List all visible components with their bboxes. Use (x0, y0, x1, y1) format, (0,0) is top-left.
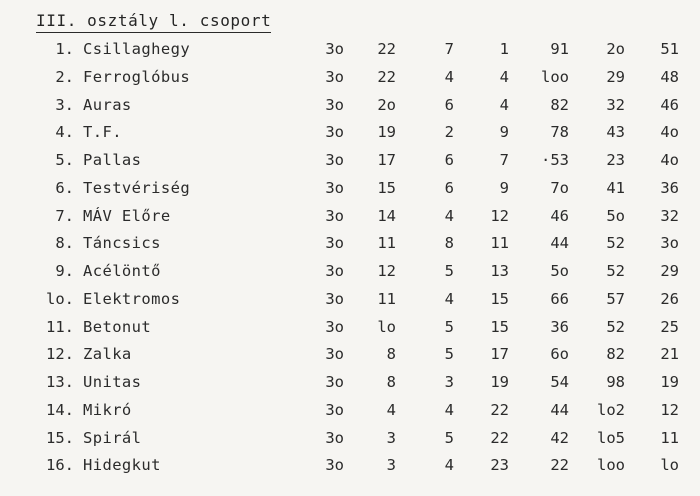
table-row (0, 261, 700, 281)
stat-cell: 8 (386, 373, 396, 391)
rank-cell: 8. (55, 234, 74, 253)
stat-cell: 4 (499, 95, 509, 114)
stat-cell: 11 (377, 289, 396, 308)
rank-cell: 3. (55, 95, 74, 114)
table-row (0, 317, 700, 337)
stat-cell: 3o (325, 40, 344, 58)
stat-cell: 13 (490, 262, 509, 280)
team-name-cell: Ferroglóbus (83, 67, 191, 86)
stat-cell: 3o (325, 151, 344, 169)
stat-cell: ·53 (541, 151, 569, 169)
stat-cell: 5 (444, 262, 454, 280)
table-row (0, 67, 700, 87)
table-row (0, 400, 700, 420)
stat-cell: 3o (325, 428, 344, 447)
team-name-cell: Táncsics (83, 234, 161, 253)
stat-cell: 7 (499, 151, 509, 169)
stat-cell: 29 (660, 262, 679, 280)
stat-cell: 19 (660, 373, 679, 391)
stat-cell: 25 (660, 317, 679, 336)
stat-cell: 52 (606, 234, 625, 253)
stat-cell: 4 (499, 67, 509, 86)
team-name-cell: Betonut (83, 317, 152, 336)
stat-cell: 4 (444, 400, 454, 419)
stat-cell: 36 (660, 178, 679, 197)
stat-cell: 4 (444, 67, 454, 86)
stat-cell: 3 (386, 428, 396, 447)
stat-cell: 54 (550, 373, 569, 391)
stat-cell: 3o (325, 456, 344, 475)
team-name-cell: T.F. (83, 123, 122, 142)
stat-cell: 4 (444, 456, 454, 475)
stat-cell: 3o (660, 234, 679, 253)
stat-cell: 42 (550, 428, 569, 447)
stat-cell: 3o (325, 95, 344, 114)
stat-cell: 12 (377, 262, 396, 280)
stat-cell: 3o (325, 317, 344, 336)
stat-cell: 3o (325, 400, 344, 419)
table-row (0, 372, 700, 392)
stat-cell: 22 (377, 67, 396, 86)
table-row (0, 455, 700, 475)
stat-cell: 17 (490, 345, 509, 364)
table-row (0, 344, 700, 364)
stat-cell: 46 (660, 95, 679, 114)
stat-cell: 4o (660, 151, 679, 169)
rank-cell: 9. (55, 262, 74, 280)
stat-cell: 3o (325, 373, 344, 391)
table-row (0, 233, 700, 253)
stat-cell: 5 (444, 428, 454, 447)
team-name-cell: Auras (83, 95, 132, 114)
stat-cell: 6 (444, 151, 454, 169)
stat-cell: 6 (444, 178, 454, 197)
stat-cell: 52 (606, 317, 625, 336)
stat-cell: lo (660, 456, 679, 475)
rank-cell: 14. (46, 400, 74, 419)
stat-cell: 15 (490, 289, 509, 308)
stat-cell: 3 (444, 373, 454, 391)
stat-cell: 22 (490, 428, 509, 447)
stat-cell: 7o (550, 178, 569, 197)
stat-cell: 52 (606, 262, 625, 280)
team-name-cell: Elektromos (83, 289, 181, 308)
stat-cell: 3o (325, 178, 344, 197)
stat-cell: loo (541, 67, 569, 86)
team-name-cell: Csillaghegy (83, 40, 191, 58)
stat-cell: 44 (550, 400, 569, 419)
stat-cell: 4 (444, 206, 454, 225)
stat-cell: 51 (660, 40, 679, 58)
table-row (0, 428, 700, 448)
stat-cell: 5o (606, 206, 625, 225)
stat-cell: 5o (550, 262, 569, 280)
stat-cell: 15 (490, 317, 509, 336)
table-row (0, 95, 700, 115)
rank-cell: 12. (46, 345, 74, 364)
stat-cell: 11 (377, 234, 396, 253)
stat-cell: 23 (490, 456, 509, 475)
stat-cell: 6o (550, 345, 569, 364)
stat-cell: 66 (550, 289, 569, 308)
stat-cell: 8 (444, 234, 454, 253)
stat-cell: 78 (550, 123, 569, 142)
stat-cell: 19 (490, 373, 509, 391)
stat-cell: 8 (386, 345, 396, 364)
table-row (0, 178, 700, 198)
stat-cell: 91 (550, 40, 569, 58)
stat-cell: 17 (377, 151, 396, 169)
stat-cell: 26 (660, 289, 679, 308)
section-heading: III. osztály l. csoport (36, 11, 271, 33)
team-name-cell: Unitas (83, 373, 142, 391)
stat-cell: 6 (444, 95, 454, 114)
team-name-cell: Mikró (83, 400, 132, 419)
rank-cell: 2. (55, 67, 74, 86)
stat-cell: lo2 (597, 400, 625, 419)
rank-cell: 7. (55, 206, 74, 225)
stat-cell: 82 (550, 95, 569, 114)
rank-cell: 5. (55, 151, 74, 169)
stat-cell: lo (377, 317, 396, 336)
stat-cell: 46 (550, 206, 569, 225)
rank-cell: 6. (55, 178, 74, 197)
stat-cell: 14 (377, 206, 396, 225)
stat-cell: 9 (499, 123, 509, 142)
rank-cell: 4. (55, 123, 74, 142)
team-name-cell: MÁV Előre (83, 206, 171, 225)
stat-cell: 15 (377, 178, 396, 197)
stat-cell: 9 (499, 178, 509, 197)
stat-cell: 12 (660, 400, 679, 419)
stat-cell: 3o (325, 206, 344, 225)
rank-cell: 1. (55, 40, 74, 58)
stat-cell: 98 (606, 373, 625, 391)
stat-cell: 11 (490, 234, 509, 253)
stat-cell: loo (597, 456, 625, 475)
table-row (0, 289, 700, 309)
team-name-cell: Testvériség (83, 178, 191, 197)
stat-cell: 41 (606, 178, 625, 197)
stat-cell: 5 (444, 345, 454, 364)
rank-cell: 11. (46, 317, 74, 336)
stat-cell: 36 (550, 317, 569, 336)
table-row (0, 206, 700, 226)
stat-cell: 12 (490, 206, 509, 225)
table-row (0, 150, 700, 170)
stat-cell: 19 (377, 123, 396, 142)
team-name-cell: Acélöntő (83, 262, 161, 280)
table-row (0, 122, 700, 142)
stat-cell: 2 (444, 123, 454, 142)
stat-cell: 3o (325, 67, 344, 86)
rank-cell: 13. (46, 373, 74, 391)
stat-cell: 2o (606, 40, 625, 58)
stat-cell: 3o (325, 289, 344, 308)
table-row (0, 39, 700, 59)
stat-cell: 32 (660, 206, 679, 225)
stat-cell: 21 (660, 345, 679, 364)
stat-cell: 44 (550, 234, 569, 253)
rank-cell: 16. (46, 456, 74, 475)
stat-cell: 3o (325, 262, 344, 280)
team-name-cell: Hidegkut (83, 456, 161, 475)
stat-cell: 3o (325, 123, 344, 142)
team-name-cell: Pallas (83, 151, 142, 169)
stat-cell: 23 (606, 151, 625, 169)
stat-cell: 3 (386, 456, 396, 475)
stat-cell: 29 (606, 67, 625, 86)
stat-cell: 2o (377, 95, 396, 114)
rank-cell: lo. (46, 289, 74, 308)
stat-cell: 32 (606, 95, 625, 114)
stat-cell: 1 (499, 40, 509, 58)
stat-cell: 43 (606, 123, 625, 142)
stat-cell: 22 (490, 400, 509, 419)
stat-cell: 82 (606, 345, 625, 364)
team-name-cell: Spirál (83, 428, 142, 447)
stat-cell: 22 (550, 456, 569, 475)
stat-cell: 22 (377, 40, 396, 58)
stat-cell: 7 (444, 40, 454, 58)
stat-cell: 11 (660, 428, 679, 447)
stat-cell: 4 (444, 289, 454, 308)
stat-cell: 57 (606, 289, 625, 308)
stat-cell: 3o (325, 345, 344, 364)
stat-cell: 48 (660, 67, 679, 86)
rank-cell: 15. (46, 428, 74, 447)
stat-cell: lo5 (597, 428, 625, 447)
stat-cell: 3o (325, 234, 344, 253)
team-name-cell: Zalka (83, 345, 132, 364)
stat-cell: 5 (444, 317, 454, 336)
stat-cell: 4o (660, 123, 679, 142)
stat-cell: 4 (386, 400, 396, 419)
